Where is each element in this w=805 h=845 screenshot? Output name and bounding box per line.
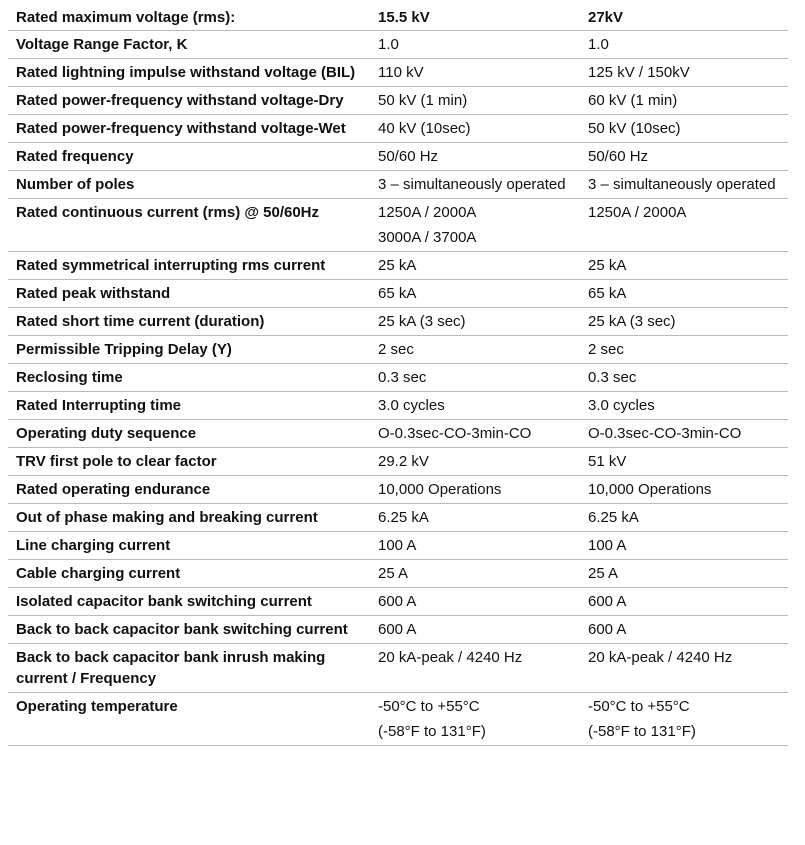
row-value-15kv — [370, 560, 580, 588]
value-line: 3.0 cycles — [378, 397, 445, 414]
row-value-27kv — [580, 280, 788, 308]
value-line: -50°C to +55°C — [378, 698, 480, 715]
row-value-27kv — [580, 336, 788, 364]
table-row — [8, 504, 788, 532]
value-line: 1250A / 2000A — [378, 204, 477, 221]
row-value-15kv — [370, 532, 580, 560]
value-line: 2 sec — [378, 341, 414, 358]
value-line: 0.3 sec — [378, 369, 427, 386]
value-line: 51 kV — [588, 453, 627, 470]
row-value-27kv — [580, 171, 788, 199]
table-row — [8, 476, 788, 504]
table-row — [8, 87, 788, 115]
table-row — [8, 199, 788, 252]
row-parameter-label: Rated continuous current (rms) @ 50/60Hz — [8, 199, 370, 252]
row-parameter-label: Rated symmetrical interrupting rms current — [8, 252, 370, 280]
table-row — [8, 31, 788, 59]
row-parameter-label: Rated Interrupting time — [8, 392, 370, 420]
row-parameter-label: Line charging current — [8, 532, 370, 560]
value-line: 600 A — [588, 621, 627, 638]
table-row — [8, 308, 788, 336]
row-value-15kv — [370, 171, 580, 199]
value-line: 125 kV / 150kV — [588, 64, 690, 81]
row-parameter-label: TRV first pole to clear factor — [8, 448, 370, 476]
value-line: 50/60 Hz — [588, 148, 649, 165]
value-line: (-58°F to 131°F) — [588, 723, 696, 740]
row-value-27kv — [580, 31, 788, 59]
row-value-27kv — [580, 252, 788, 280]
value-line: 10,000 Operations — [588, 481, 712, 498]
table-row — [8, 588, 788, 616]
value-line: 600 A — [378, 593, 417, 610]
row-value-15kv — [370, 616, 580, 644]
table-row — [8, 644, 788, 693]
value-line: -50°C to +55°C — [588, 698, 690, 715]
specifications-table-body — [8, 4, 788, 746]
value-line: 25 A — [588, 565, 619, 582]
row-value-27kv — [580, 143, 788, 171]
value-line: 29.2 kV — [378, 453, 429, 470]
row-value-15kv — [370, 476, 580, 504]
table-row — [8, 252, 788, 280]
value-line: O-0.3sec-CO-3min-CO — [588, 425, 742, 442]
row-value-27kv — [580, 504, 788, 532]
value-line: (-58°F to 131°F) — [378, 723, 486, 740]
value-line: 600 A — [378, 621, 417, 638]
row-value-27kv — [580, 392, 788, 420]
row-value-15kv — [370, 252, 580, 280]
table-row — [8, 280, 788, 308]
table-row — [8, 693, 788, 746]
value-line: 100 A — [378, 537, 417, 554]
row-parameter-label: Out of phase making and breaking current — [8, 504, 370, 532]
row-value-27kv — [580, 87, 788, 115]
value-line: 3.0 cycles — [588, 397, 655, 414]
table-row — [8, 616, 788, 644]
value-line: 100 A — [588, 537, 627, 554]
table-row — [8, 532, 788, 560]
row-value-27kv — [580, 476, 788, 504]
value-line: 3 – simultaneously operated — [588, 176, 776, 193]
row-value-15kv — [370, 199, 580, 252]
row-value-27kv — [580, 420, 788, 448]
row-parameter-label: Rated power-frequency withstand voltage-Wet — [8, 115, 370, 143]
value-line: 10,000 Operations — [378, 481, 502, 498]
value-line: 60 kV (1 min) — [588, 92, 678, 109]
row-parameter-label: Rated peak withstand — [8, 280, 370, 308]
row-parameter-label: Rated operating endurance — [8, 476, 370, 504]
row-value-15kv — [370, 59, 580, 87]
row-value-27kv — [580, 560, 788, 588]
table-row — [8, 392, 788, 420]
row-value-15kv — [370, 143, 580, 171]
table-row — [8, 143, 788, 171]
value-line: 25 A — [378, 565, 409, 582]
row-value-15kv — [370, 87, 580, 115]
value-line: 1.0 — [378, 36, 399, 53]
table-row — [8, 364, 788, 392]
value-line: 50 kV (10sec) — [588, 120, 681, 137]
row-value-15kv — [370, 308, 580, 336]
value-line: 2 sec — [588, 341, 624, 358]
row-value-27kv — [580, 693, 788, 746]
row-value-15kv — [370, 588, 580, 616]
table-row — [8, 115, 788, 143]
value-line: 25 kA — [588, 257, 627, 274]
row-parameter-label: Operating temperature — [8, 693, 370, 746]
row-value-15kv — [370, 448, 580, 476]
specifications-table — [8, 4, 788, 746]
row-value-15kv — [370, 504, 580, 532]
table-row — [8, 560, 788, 588]
row-value-27kv — [580, 364, 788, 392]
row-value-15kv — [370, 364, 580, 392]
row-value-27kv — [580, 532, 788, 560]
header-rating-15kv: 15.5 kV — [370, 4, 580, 31]
row-value-27kv — [580, 308, 788, 336]
value-line: 25 kA (3 sec) — [588, 313, 676, 330]
value-line: 3 – simultaneously operated — [378, 176, 566, 193]
value-line: 40 kV (10sec) — [378, 120, 471, 137]
value-line: O-0.3sec-CO-3min-CO — [378, 425, 532, 442]
row-value-15kv — [370, 115, 580, 143]
value-line: 20 kA-peak / 4240 Hz — [378, 649, 523, 666]
row-parameter-label: Rated lightning impulse withstand voltage (BIL) — [8, 59, 370, 87]
row-value-27kv — [580, 199, 788, 252]
value-line: 50/60 Hz — [378, 148, 439, 165]
header-parameter: Rated maximum voltage (rms): — [8, 4, 370, 31]
row-value-15kv — [370, 644, 580, 693]
table-row — [8, 336, 788, 364]
value-line: 65 kA — [378, 285, 417, 302]
row-parameter-label: Back to back capacitor bank switching current — [8, 616, 370, 644]
value-line: 6.25 kA — [588, 509, 639, 526]
value-line: 1.0 — [588, 36, 609, 53]
row-parameter-label: Voltage Range Factor, K — [8, 31, 370, 59]
table-header-row — [8, 4, 788, 31]
value-line: 20 kA-peak / 4240 Hz — [588, 649, 733, 666]
row-parameter-label: Cable charging current — [8, 560, 370, 588]
value-line: 65 kA — [588, 285, 627, 302]
value-line: 0.3 sec — [588, 369, 637, 386]
row-value-15kv — [370, 392, 580, 420]
row-value-15kv — [370, 31, 580, 59]
row-value-15kv — [370, 693, 580, 746]
row-parameter-label: Back to back capacitor bank inrush making current / Frequency — [8, 644, 370, 693]
row-value-15kv — [370, 336, 580, 364]
row-parameter-label: Number of poles — [8, 171, 370, 199]
value-line: 25 kA (3 sec) — [378, 313, 466, 330]
row-value-27kv — [580, 616, 788, 644]
table-row — [8, 420, 788, 448]
row-parameter-label: Rated short time current (duration) — [8, 308, 370, 336]
table-row — [8, 171, 788, 199]
value-line: 1250A / 2000A — [588, 204, 687, 221]
row-value-27kv — [580, 448, 788, 476]
table-row — [8, 59, 788, 87]
value-line: 110 kV — [378, 64, 424, 81]
row-parameter-label: Reclosing time — [8, 364, 370, 392]
row-value-15kv — [370, 280, 580, 308]
value-line: 50 kV (1 min) — [378, 92, 468, 109]
row-parameter-label: Operating duty sequence — [8, 420, 370, 448]
value-line: 3000A / 3700A — [378, 229, 477, 246]
row-value-27kv — [580, 588, 788, 616]
row-parameter-label: Permissible Tripping Delay (Y) — [8, 336, 370, 364]
row-value-15kv — [370, 420, 580, 448]
row-value-27kv — [580, 59, 788, 87]
row-value-27kv — [580, 644, 788, 693]
row-value-27kv — [580, 115, 788, 143]
value-line: 6.25 kA — [378, 509, 429, 526]
header-rating-27kv: 27kV — [580, 4, 788, 31]
row-parameter-label: Rated power-frequency withstand voltage-Dry — [8, 87, 370, 115]
table-row — [8, 448, 788, 476]
value-line: 25 kA — [378, 257, 417, 274]
row-parameter-label: Rated frequency — [8, 143, 370, 171]
row-parameter-label: Isolated capacitor bank switching current — [8, 588, 370, 616]
value-line: 600 A — [588, 593, 627, 610]
